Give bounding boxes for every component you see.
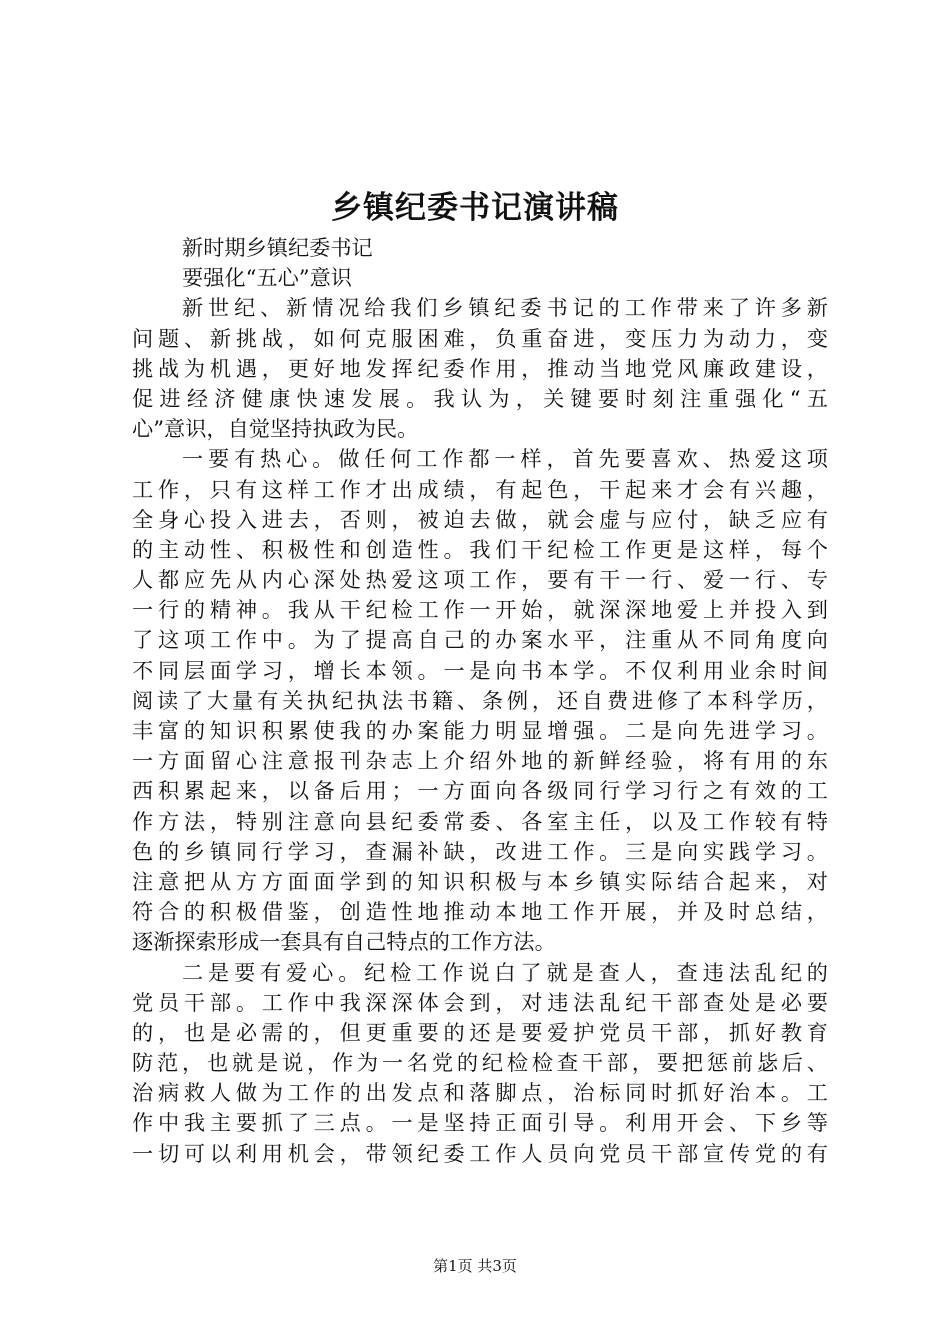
text-line: 一切可以利用机会，带领纪委工作人员向党员干部宣传党的有 — [132, 1140, 828, 1166]
text-line: 一要有热心。做任何工作都一样，首先要喜欢、热爱这项 — [182, 446, 828, 472]
text-line: 新世纪、新情况给我们乡镇纪委书记的工作带来了许多新 — [182, 295, 828, 321]
text-line: 防范，也就是说，作为一名党的纪检检查干部，要把惩前毖后、 — [132, 1050, 828, 1076]
text-line: 促进经济健康快速发展。我认为，关键要时刻注重强化“五 — [132, 385, 828, 411]
text-line: 要强化“五心”意识 — [182, 265, 352, 291]
text-line: 色的乡镇同行学习，查漏补缺，改进工作。三是向实践学习。 — [132, 838, 828, 864]
text-line: 党员干部。工作中我深深体会到，对违法乱纪干部查处是必要 — [132, 989, 828, 1015]
text-line: 治病救人做为工作的出发点和落脚点，治标同时抓好治本。工 — [132, 1080, 828, 1106]
text-line: 问题、新挑战，如何克服困难，负重奋进，变压力为动力，变 — [132, 325, 828, 351]
text-line: 全身心投入进去，否则，被迫去做，就会虚与应付，缺乏应有 — [132, 506, 828, 532]
text-line: 一行的精神。我从干纪检工作一开始，就深深地爱上并投入到 — [132, 597, 828, 623]
text-line: 心”意识，自觉坚持执政为民。 — [132, 416, 419, 442]
text-line: 注意把从方方面面学到的知识积极与本乡镇实际结合起来，对 — [132, 868, 828, 894]
text-line: 人都应先从内心深处热爱这项工作，要有干一行、爱一行、专 — [132, 567, 828, 593]
text-line: 二是要有爱心。纪检工作说白了就是查人，查违法乱纪的 — [182, 959, 828, 985]
text-line: 阅读了大量有关执纪执法书籍、条例，还自费进修了本科学历， — [132, 687, 828, 713]
text-line: 不同层面学习，增长本领。一是向书本学。不仅利用业余时间 — [132, 657, 828, 683]
text-line: 新时期乡镇纪委书记 — [182, 235, 373, 260]
text-line: 西积累起来，以备后用；一方面向各级同行学习行之有效的工 — [132, 778, 828, 804]
text-line: 的，也是必需的，但更重要的还是要爱护党员干部，抓好教育 — [132, 1019, 828, 1045]
text-line: 了这项工作中。为了提高自己的办案水平，注重从不同角度向 — [132, 627, 828, 653]
text-line: 符合的积极借鉴，创造性地推动本地工作开展，并及时总结， — [132, 899, 828, 925]
text-line: 工作，只有这样工作才出成绩，有起色，干起来才会有兴趣， — [132, 476, 828, 502]
text-line: 作方法，特别注意向县纪委常委、各室主任，以及工作较有特 — [132, 808, 828, 834]
text-line: 挑战为机遇，更好地发挥纪委作用，推动当地党风廉政建设， — [132, 355, 828, 381]
text-line: 作中我主要抓了三点。一是坚持正面引导。利用开会、下乡等 — [132, 1110, 828, 1136]
document-body — [132, 233, 828, 1169]
text-line: 丰富的知识积累使我的办案能力明显增强。二是向先进学习。 — [132, 718, 828, 743]
page-footer: 第1页 共3页 — [433, 1257, 517, 1275]
text-line: 逐渐探索形成一套具有自己特点的工作方法。 — [132, 929, 556, 955]
document-title: 乡镇纪委书记演讲稿 — [331, 190, 619, 226]
text-line: 一方面留心注意报刊杂志上介绍外地的新鲜经验，将有用的东 — [132, 748, 828, 774]
text-line: 的主动性、积极性和创造性。我们干纪检工作更是这样，每个 — [132, 536, 828, 562]
